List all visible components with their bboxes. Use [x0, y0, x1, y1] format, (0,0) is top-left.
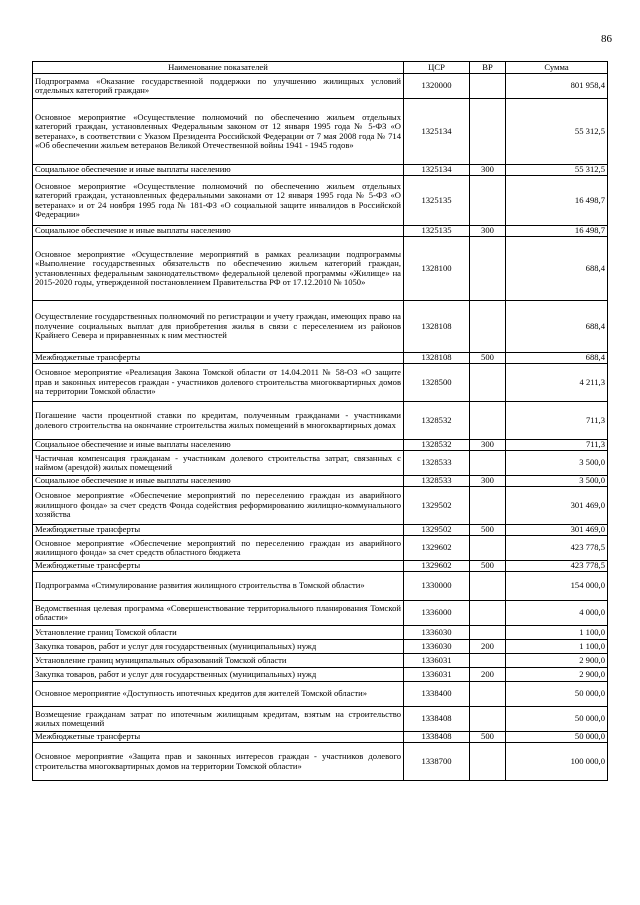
table-row — [33, 707, 608, 732]
row-csr: 1330000 — [404, 572, 470, 601]
row-amount: 801 958,4 — [506, 74, 608, 99]
row-vr: 500 — [470, 561, 506, 572]
row-vr — [470, 707, 506, 732]
row-name: Основное мероприятие «Осуществление полномочий по обеспечению жильем отдельных категорий граждан, установленных Федеральным законом от 12 января 1995 года № 5-ФЗ «О ветеранах», в соответствии с Указом Президента Российской Федерации от 7 мая 2008 года № 714 «Об обеспечении жильем ветеранов Великой Отечественной войны 1941 - 1945 годов» — [33, 99, 404, 165]
row-amount: 50 000,0 — [506, 732, 608, 743]
row-amount: 688,4 — [506, 353, 608, 364]
row-name: Возмещение гражданам затрат по ипотечным жилищным кредитам, взятым на строительство жилых помещений — [33, 707, 404, 732]
row-vr — [470, 743, 506, 781]
row-vr — [470, 654, 506, 668]
row-amount: 688,4 — [506, 301, 608, 353]
header-vr: ВР — [470, 62, 506, 74]
table-header-row — [33, 62, 608, 74]
row-name: Основное мероприятие «Обеспечение мероприятий по переселению граждан из аварийного жилищного фонда» за счет средств Фонда содействия реформированию жилищно-коммунального хозяйства — [33, 487, 404, 525]
row-vr — [470, 451, 506, 476]
row-csr: 1336000 — [404, 601, 470, 626]
budget-table — [32, 61, 608, 781]
row-name: Межбюджетные трансферты — [33, 353, 404, 364]
row-amount: 100 000,0 — [506, 743, 608, 781]
header-amount: Сумма — [506, 62, 608, 74]
row-name: Основное мероприятие «Защита прав и законных интересов граждан - участников долевого строительства многоквартирных домов на территории Томской области» — [33, 743, 404, 781]
table-row — [33, 601, 608, 626]
row-amount: 1 100,0 — [506, 640, 608, 654]
header-csr: ЦСР — [404, 62, 470, 74]
row-vr: 500 — [470, 732, 506, 743]
row-csr: 1328532 — [404, 402, 470, 440]
row-vr — [470, 99, 506, 165]
row-csr: 1336030 — [404, 640, 470, 654]
table-row — [33, 476, 608, 487]
row-amount: 301 469,0 — [506, 525, 608, 536]
row-name: Межбюджетные трансферты — [33, 561, 404, 572]
table-row — [33, 668, 608, 682]
row-amount: 1 100,0 — [506, 626, 608, 640]
row-vr — [470, 74, 506, 99]
table-row — [33, 572, 608, 601]
row-name: Подпрограмма «Стимулирование развития жилищного строительства в Томской области» — [33, 572, 404, 601]
row-name: Социальное обеспечение и иные выплаты населению — [33, 440, 404, 451]
row-amount: 55 312,5 — [506, 165, 608, 176]
row-vr: 500 — [470, 353, 506, 364]
row-vr — [470, 176, 506, 226]
row-amount: 55 312,5 — [506, 99, 608, 165]
row-csr: 1325135 — [404, 226, 470, 237]
row-csr: 1328108 — [404, 353, 470, 364]
table-row — [33, 743, 608, 781]
row-vr: 200 — [470, 640, 506, 654]
row-vr — [470, 601, 506, 626]
row-csr: 1329502 — [404, 525, 470, 536]
row-name: Основное мероприятие «Осуществление полномочий по обеспечению жильем отдельных категорий граждан, установленных федеральными законами от 12 января 1995 года № 5-ФЗ «О ветеранах» и от 24 ноября 1995 года № 181-ФЗ «О социальной защите инвалидов в Российской Федерации» — [33, 176, 404, 226]
row-csr: 1325134 — [404, 165, 470, 176]
row-csr: 1329602 — [404, 536, 470, 561]
row-name: Социальное обеспечение и иные выплаты населению — [33, 226, 404, 237]
row-amount: 688,4 — [506, 237, 608, 301]
row-name: Ведомственная целевая программа «Совершенствование территориального планирования Томской области» — [33, 601, 404, 626]
row-vr: 500 — [470, 525, 506, 536]
table-row — [33, 640, 608, 654]
row-vr — [470, 682, 506, 707]
row-name: Осуществление государственных полномочий по регистрации и учету граждан, имеющих право на получение социальных выплат для приобретения жилья в связи с переселением из районов Крайнего Севера и приравненных к ним местностей — [33, 301, 404, 353]
row-csr: 1336031 — [404, 654, 470, 668]
row-csr: 1328500 — [404, 364, 470, 402]
row-amount: 4 000,0 — [506, 601, 608, 626]
row-csr: 1338400 — [404, 682, 470, 707]
row-vr: 300 — [470, 440, 506, 451]
row-name: Погашение части процентной ставки по кредитам, полученным гражданами - участниками долевого строительства на окончание строительства жилых помещений в многоквартирных домах — [33, 402, 404, 440]
row-vr — [470, 572, 506, 601]
row-name: Закупка товаров, работ и услуг для государственных (муниципальных) нужд — [33, 640, 404, 654]
row-amount: 3 500,0 — [506, 476, 608, 487]
row-csr: 1329602 — [404, 561, 470, 572]
row-amount: 301 469,0 — [506, 487, 608, 525]
row-vr: 300 — [470, 226, 506, 237]
row-amount: 4 211,3 — [506, 364, 608, 402]
row-amount: 2 900,0 — [506, 654, 608, 668]
row-amount: 16 498,7 — [506, 176, 608, 226]
row-name: Основное мероприятие «Реализация Закона Томской области от 14.04.2011 № 58-ОЗ «О защите прав и законных интересов граждан - участников долевого строительства многоквартирных домов на территории Томской области» — [33, 364, 404, 402]
row-name: Основное мероприятие «Обеспечение мероприятий по переселению граждан из аварийного жилищного фонда» за счет средств областного бюджета — [33, 536, 404, 561]
table-row — [33, 74, 608, 99]
row-vr — [470, 237, 506, 301]
row-name: Основное мероприятие «Осуществление мероприятий в рамках реализации подпрограммы «Выполнение государственных обязательств по обеспечению жильем категорий граждан, установленных федеральным законодательством» федеральной целевой программы «Жилище» на 2015-2020 годы, утвержденной постановлением Правительства РФ от 17.12.2010 № 1050» — [33, 237, 404, 301]
table-row — [33, 353, 608, 364]
table-row — [33, 364, 608, 402]
row-name: Социальное обеспечение и иные выплаты населению — [33, 165, 404, 176]
row-amount: 3 500,0 — [506, 451, 608, 476]
header-name: Наименование показателей — [33, 62, 404, 74]
row-vr — [470, 402, 506, 440]
table-row — [33, 525, 608, 536]
table-row — [33, 402, 608, 440]
row-csr: 1336031 — [404, 668, 470, 682]
row-name: Межбюджетные трансферты — [33, 732, 404, 743]
row-amount: 711,3 — [506, 440, 608, 451]
row-csr: 1338700 — [404, 743, 470, 781]
table-row — [33, 536, 608, 561]
row-csr: 1328533 — [404, 451, 470, 476]
table-row — [33, 176, 608, 226]
table-row — [33, 99, 608, 165]
row-name: Социальное обеспечение и иные выплаты населению — [33, 476, 404, 487]
row-csr: 1325135 — [404, 176, 470, 226]
row-csr: 1328532 — [404, 440, 470, 451]
table-row — [33, 165, 608, 176]
table-row — [33, 451, 608, 476]
row-amount: 423 778,5 — [506, 561, 608, 572]
table-row — [33, 440, 608, 451]
row-vr: 200 — [470, 668, 506, 682]
row-csr: 1325134 — [404, 99, 470, 165]
row-name: Установление границ Томской области — [33, 626, 404, 640]
table-row — [33, 732, 608, 743]
row-name: Основное мероприятие «Доступность ипотечных кредитов для жителей Томской области» — [33, 682, 404, 707]
row-name: Установление границ муниципальных образований Томской области — [33, 654, 404, 668]
page-number: 86 — [601, 33, 612, 45]
row-amount: 423 778,5 — [506, 536, 608, 561]
row-csr: 1336030 — [404, 626, 470, 640]
row-amount: 50 000,0 — [506, 707, 608, 732]
table-row — [33, 654, 608, 668]
row-csr: 1320000 — [404, 74, 470, 99]
row-csr: 1328100 — [404, 237, 470, 301]
row-name: Частичная компенсация гражданам - участникам долевого строительства затрат, связанных с наймом (арендой) жилых помещений — [33, 451, 404, 476]
row-name: Межбюджетные трансферты — [33, 525, 404, 536]
row-csr: 1338408 — [404, 732, 470, 743]
row-name: Подпрограмма «Оказание государственной поддержки по улучшению жилищных условий отдельных категорий граждан» — [33, 74, 404, 99]
table-row — [33, 487, 608, 525]
table-body — [33, 74, 608, 781]
row-vr — [470, 626, 506, 640]
row-csr: 1328108 — [404, 301, 470, 353]
row-name: Закупка товаров, работ и услуг для государственных (муниципальных) нужд — [33, 668, 404, 682]
table-row — [33, 301, 608, 353]
table-row — [33, 626, 608, 640]
row-vr: 300 — [470, 165, 506, 176]
row-vr — [470, 301, 506, 353]
row-vr — [470, 487, 506, 525]
row-csr: 1329502 — [404, 487, 470, 525]
row-amount: 711,3 — [506, 402, 608, 440]
row-amount: 16 498,7 — [506, 226, 608, 237]
table-row — [33, 561, 608, 572]
row-amount: 2 900,0 — [506, 668, 608, 682]
table-row — [33, 682, 608, 707]
row-amount: 154 000,0 — [506, 572, 608, 601]
row-amount: 50 000,0 — [506, 682, 608, 707]
row-vr: 300 — [470, 476, 506, 487]
table-row — [33, 226, 608, 237]
row-vr — [470, 364, 506, 402]
table-row — [33, 237, 608, 301]
row-csr: 1328533 — [404, 476, 470, 487]
row-csr: 1338408 — [404, 707, 470, 732]
row-vr — [470, 536, 506, 561]
